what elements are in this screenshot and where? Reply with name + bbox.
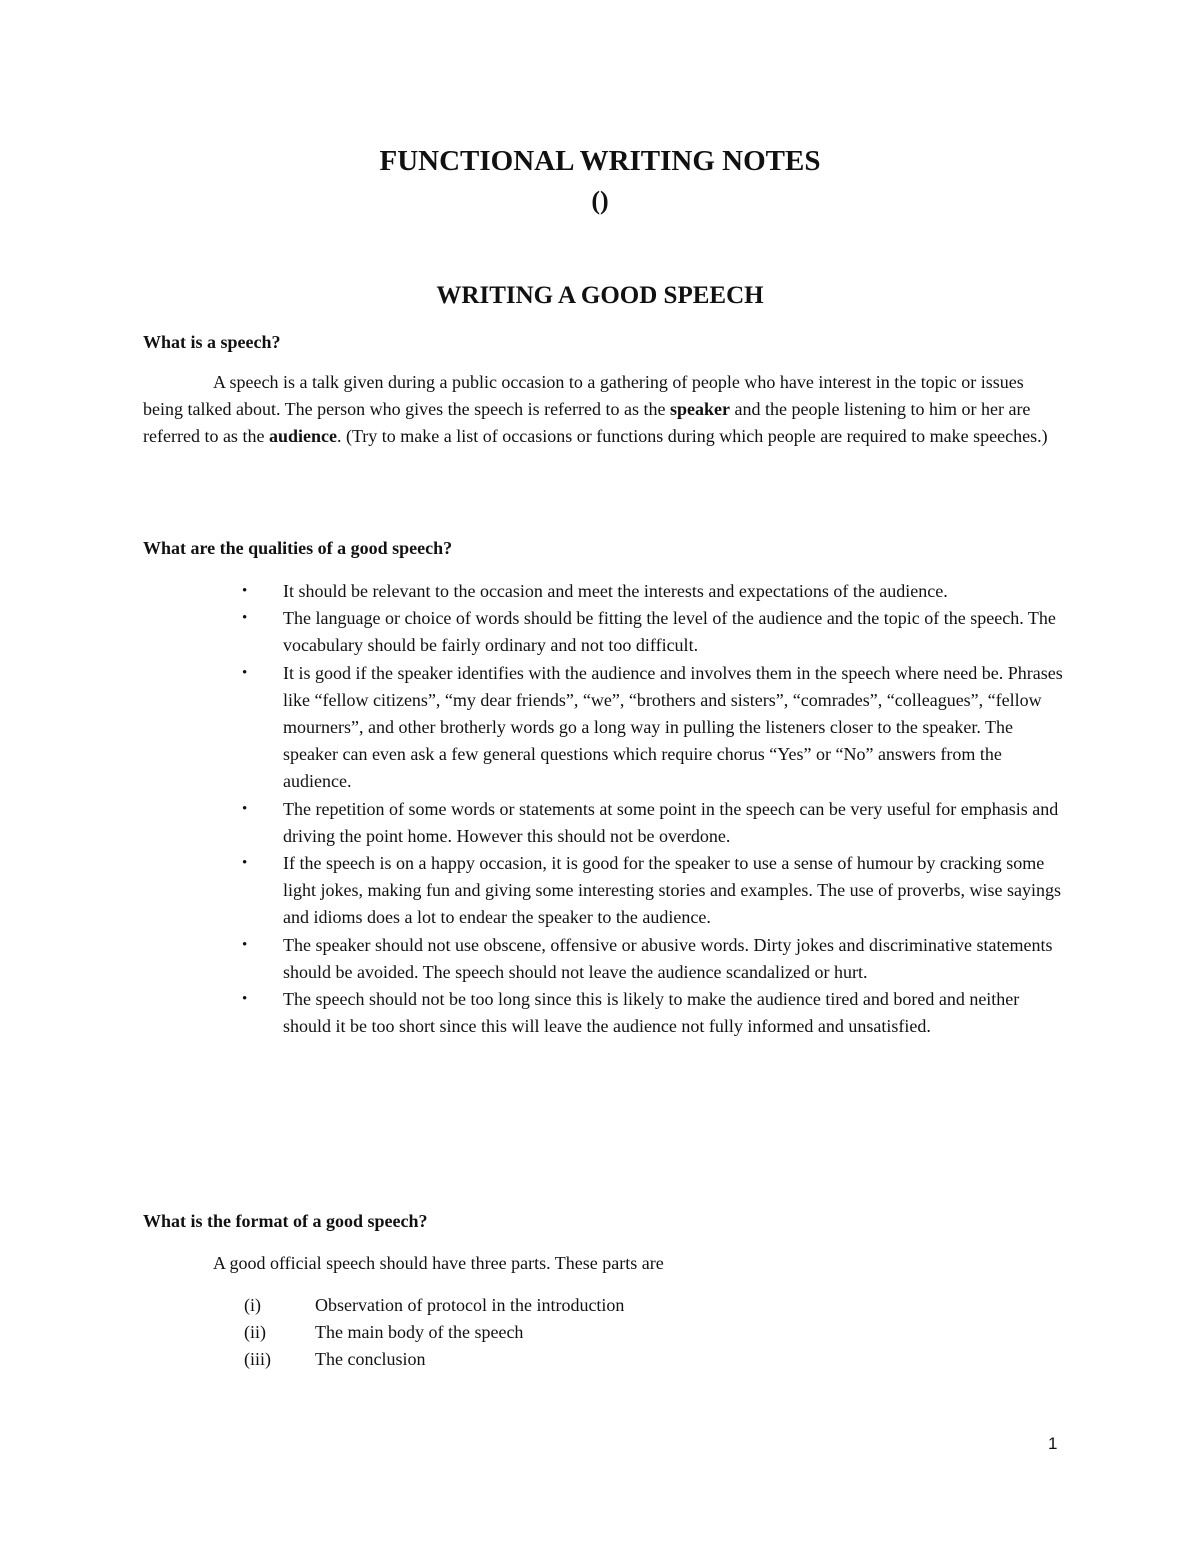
list-item <box>240 932 1070 986</box>
definition-term-audience: audience <box>268 426 337 446</box>
format-intro: A good official speech should have three parts. These parts are <box>213 1253 664 1273</box>
list-item <box>240 796 1070 850</box>
list-item-text: If the speech is on a happy occasion, it is good for the speaker to use a sense of humour by cracking some light jokes, making fun and giving some interesting stories and examples. The use of proverbs, wise sayings and idioms does a lot to endear the speaker to the audience. <box>283 853 1062 928</box>
list-item-text: The language or choice of words should be fitting the level of the audience and the topic of the speech. The vocabulary should be fairly ordinary and not too difficult. <box>283 608 1056 656</box>
page-number: 1 <box>1048 1434 1058 1453</box>
list-item-text: Observation of protocol in the introduction <box>315 1295 625 1315</box>
list-item <box>244 1292 624 1319</box>
list-item-number: (i) <box>244 1295 261 1315</box>
list-item <box>240 660 1070 796</box>
bullet-icon: • <box>242 800 248 817</box>
list-item <box>240 578 1070 605</box>
document-title: FUNCTIONAL WRITING NOTES <box>379 145 821 177</box>
speech-parts-list <box>244 1292 624 1373</box>
qualities-list <box>240 578 1070 1040</box>
bullet-icon: • <box>242 855 248 872</box>
definition-text-1: A speech is a talk given during a public occasion to a gathering of people who have interest in the topic or issues being talked about. The person who gives the speech is referred to as the <box>143 372 1024 419</box>
question-qualities: What are the qualities of a good speech? <box>143 538 453 558</box>
definition-text-2: and the people listening to him or her are referred to as the <box>143 399 1031 446</box>
list-item <box>240 986 1070 1040</box>
definition-term-speaker: speaker <box>670 399 731 419</box>
list-item-text: It should be relevant to the occasion and meet the interests and expectations of the audience. <box>283 581 948 601</box>
bullet-icon: • <box>242 610 248 627</box>
document-subtitle: () <box>591 186 609 215</box>
list-item-number: (iii) <box>244 1349 271 1369</box>
list-item <box>244 1319 624 1346</box>
list-item-text: The conclusion <box>315 1349 426 1369</box>
bullet-icon: • <box>242 664 248 681</box>
list-item-text: It is good if the speaker identifies with the audience and involves them in the speech where need be. Phrases like “fellow citizens”, “my dear friends”, “we”, “brothers and sisters”, “comrades”, “colleagues”, “fellow mourners”, and other brotherly words go a long way in pulling the listeners closer to the speaker. The speaker can even ask a few general questions which require chorus “Yes” or “No” answers from the audience. <box>283 662 1063 792</box>
bullet-icon: • <box>242 991 248 1008</box>
list-item-text: The repetition of some words or statements at some point in the speech can be very useful for emphasis and driving the point home. However this should not be overdone. <box>283 798 1059 846</box>
question-format: What is the format of a good speech? <box>143 1211 428 1231</box>
list-item <box>240 605 1070 659</box>
bullet-icon: • <box>242 583 248 599</box>
section-title: WRITING A GOOD SPEECH <box>436 282 764 309</box>
list-item-number: (ii) <box>244 1322 266 1342</box>
list-item-text: The main body of the speech <box>315 1322 524 1342</box>
definition-text-3: . (Try to make a list of occasions or functions during which people are required to make speeches.) <box>336 426 1048 446</box>
bullet-icon: • <box>242 936 248 953</box>
list-item <box>244 1346 624 1373</box>
list-item-text: The speech should not be too long since this is likely to make the audience tired and bored and neither should it be too short since this will leave the audience not fully informed and unsatisfied. <box>283 989 1020 1037</box>
list-item <box>240 850 1070 932</box>
speech-definition-paragraph <box>143 369 1068 450</box>
question-what-is-speech: What is a speech? <box>143 332 281 352</box>
list-item-text: The speaker should not use obscene, offensive or abusive words. Dirty jokes and discriminative statements should be avoided. The speech should not leave the audience scandalized or hurt. <box>283 934 1053 982</box>
